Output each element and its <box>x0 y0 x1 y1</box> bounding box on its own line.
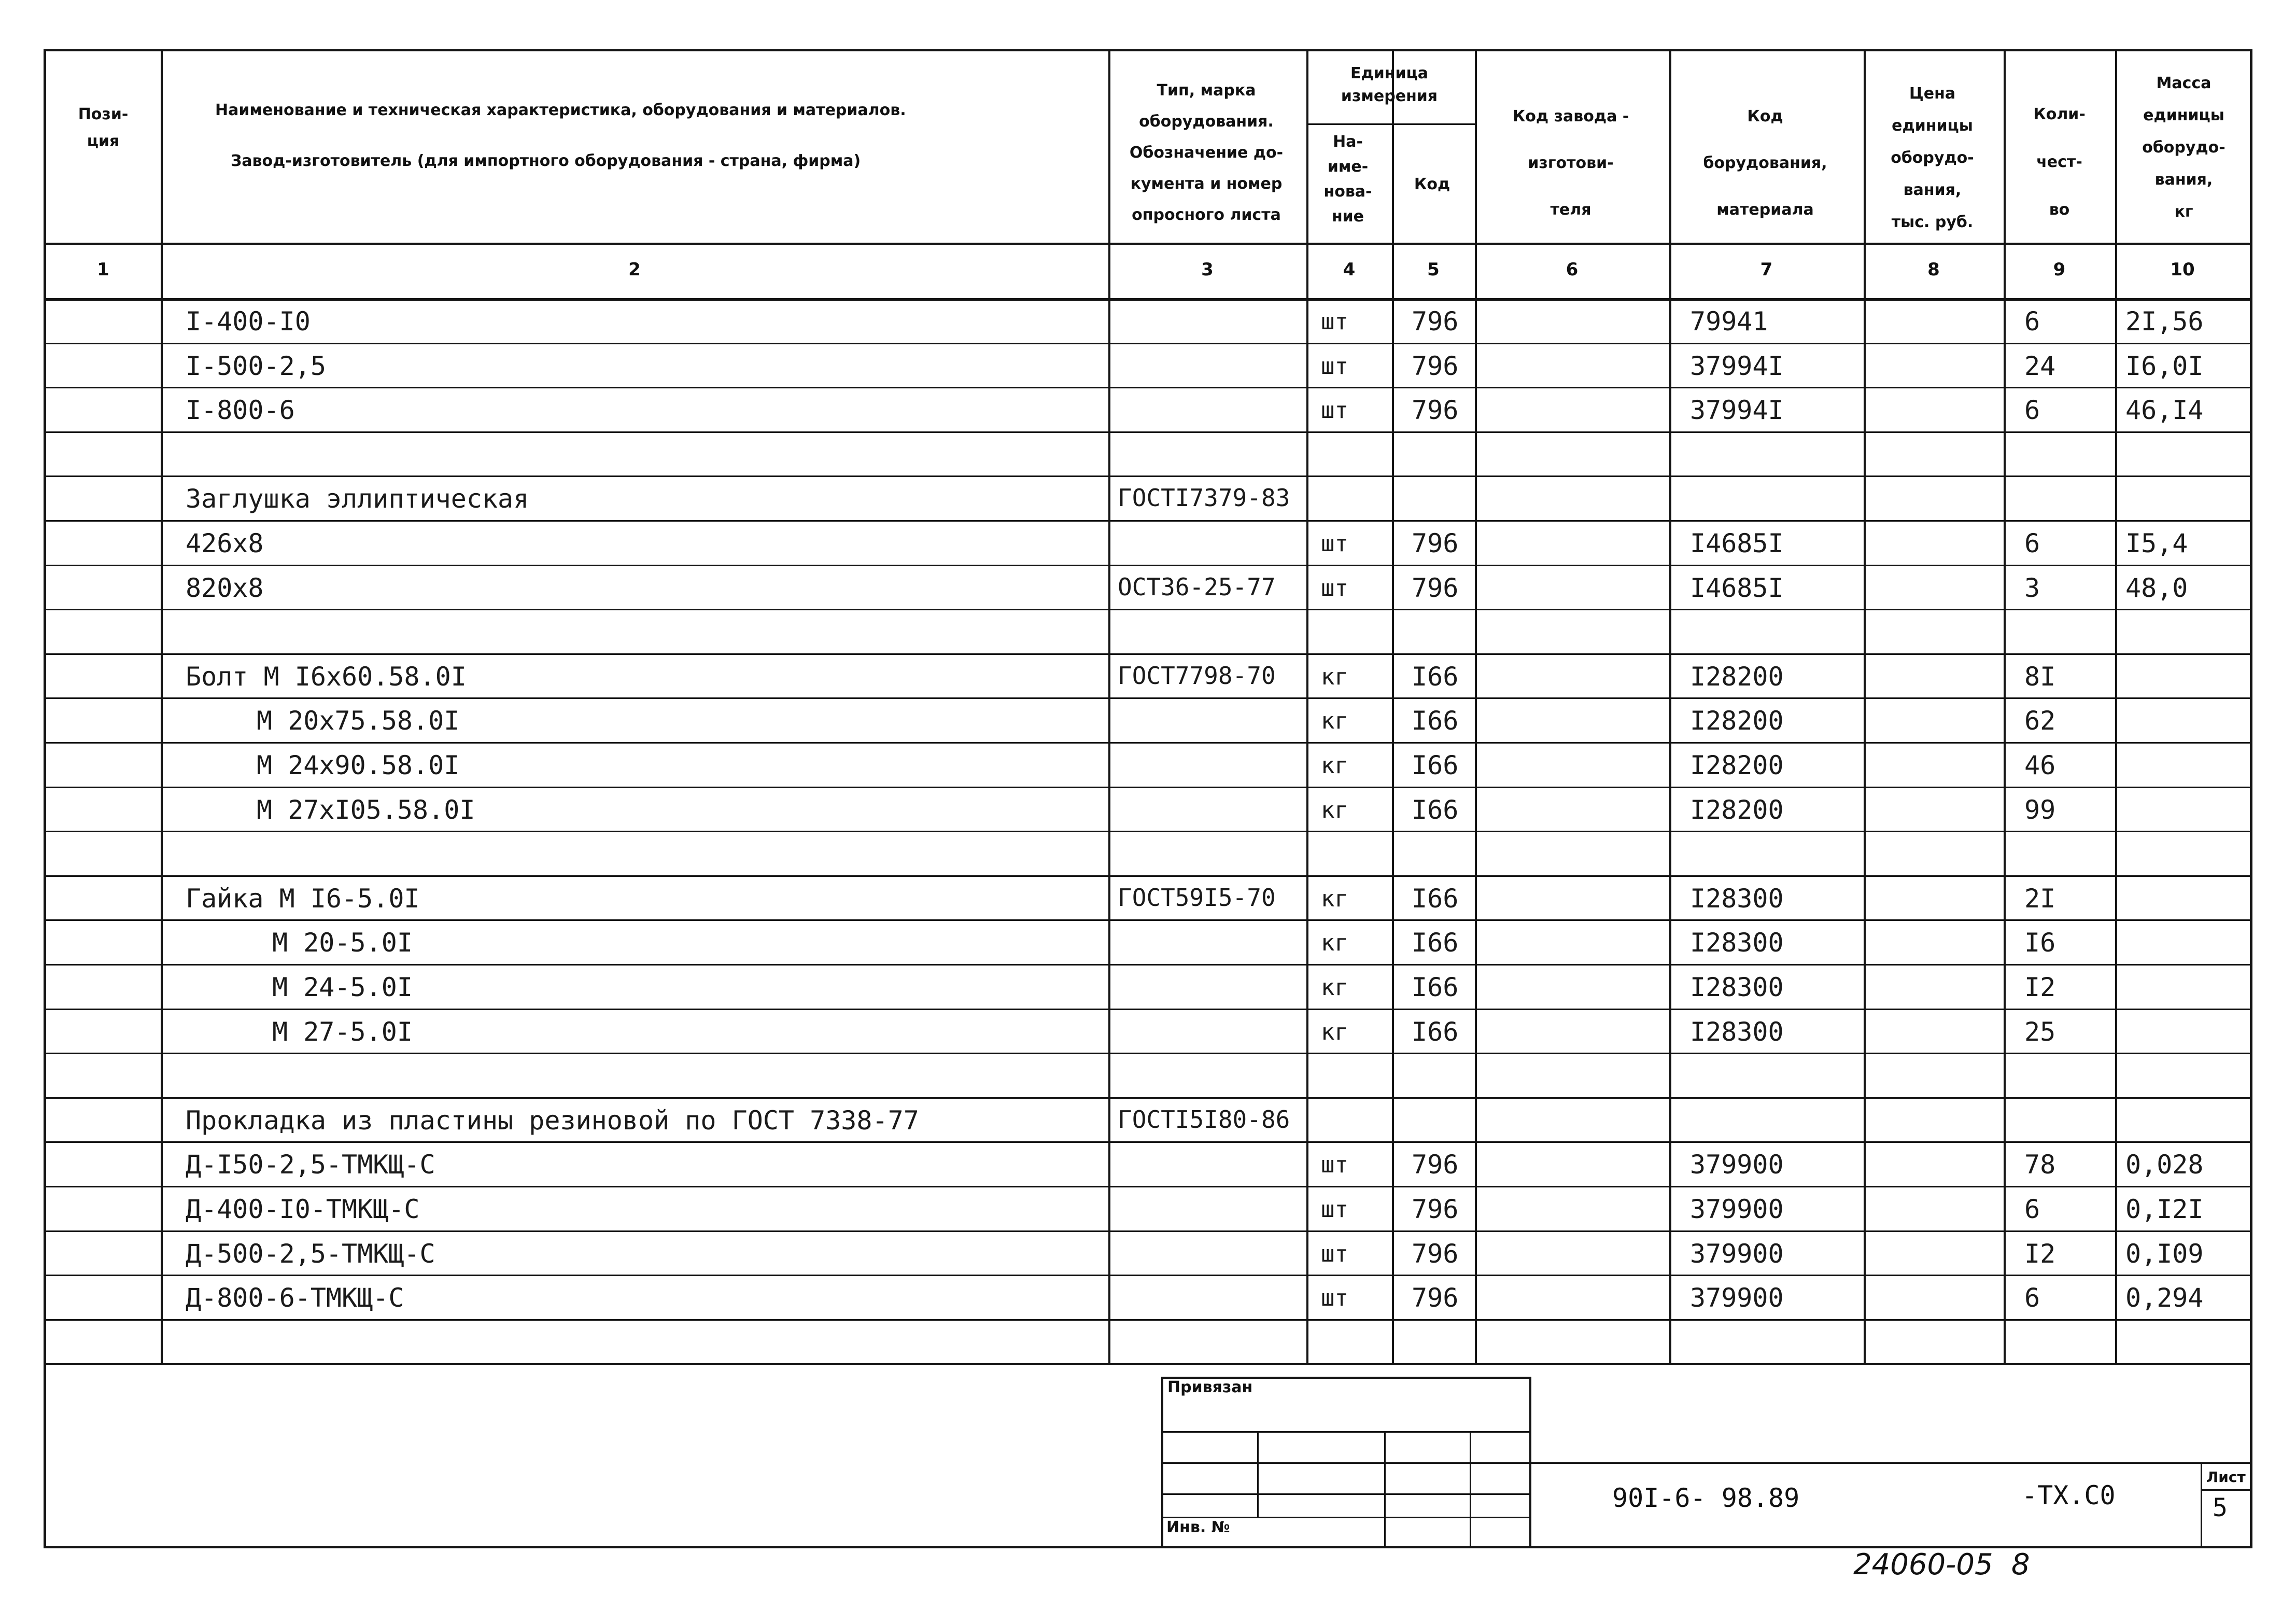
item-mass: 48,0 <box>2125 572 2188 603</box>
item-quantity: 62 <box>2024 706 2056 736</box>
item-name: 426х8 <box>186 528 264 558</box>
document-code: 90I-6- 98.89 <box>1612 1483 1800 1513</box>
item-material-code: 379900 <box>1690 1194 1784 1224</box>
stamp-line <box>1384 1431 1386 1546</box>
item-name: Прокладка из пластины резиновой по ГОСТ 7338-77 <box>186 1105 919 1136</box>
archive-page: 8 <box>2011 1548 2030 1582</box>
header-mass: Масса единицы оборудо- вания, кг <box>2142 74 2225 221</box>
column-line <box>1864 49 1866 1363</box>
item-name: Д-500-2,5-ТМКЩ-С <box>186 1238 435 1269</box>
item-unit: кг <box>1321 796 1348 823</box>
item-name: Гайка М I6-5.0I <box>186 883 420 914</box>
item-material-code: I4685I <box>1690 572 1784 603</box>
column-number: 5 <box>1427 259 1440 280</box>
stamp-line <box>1529 1377 1531 1546</box>
row-line <box>46 1097 2250 1099</box>
column-number: 6 <box>1566 259 1579 280</box>
item-material-code: I4685I <box>1690 528 1784 558</box>
item-material-code: 379900 <box>1690 1238 1784 1269</box>
item-unit-code: 796 <box>1412 1283 1459 1313</box>
stamp-line <box>1161 1493 1529 1495</box>
row-line <box>46 1186 2250 1187</box>
row-line <box>46 343 2250 344</box>
item-unit: кг <box>1321 708 1348 735</box>
item-unit-code: I66 <box>1412 661 1459 692</box>
item-quantity: I2 <box>2024 1238 2056 1269</box>
item-type: ГОСТI5I80-86 <box>1118 1105 1290 1134</box>
item-name: М 24х90.58.0I <box>257 750 460 780</box>
row-line <box>46 697 2250 699</box>
stamp-line <box>1257 1431 1259 1517</box>
item-name: Заглушка эллиптическая <box>186 484 529 514</box>
row-line <box>46 875 2250 877</box>
column-number: 8 <box>1927 259 1940 280</box>
header-bottom-line <box>46 243 2250 245</box>
item-unit: кг <box>1321 974 1348 1001</box>
header-type: Тип, марка оборудования. Обозначение до- кумента и номер опросного листа <box>1129 81 1284 224</box>
row-line <box>46 387 2250 388</box>
document-suffix: -ТХ.С0 <box>2022 1480 2116 1510</box>
row-line <box>46 1053 2250 1054</box>
item-quantity: 6 <box>2024 395 2040 426</box>
item-unit-code: I66 <box>1412 794 1459 825</box>
bound-label: Привязан <box>1167 1378 1253 1396</box>
header-unit-name: На- име- нова- ние <box>1323 133 1372 226</box>
row-line <box>46 831 2250 832</box>
item-name: 820х8 <box>186 572 264 603</box>
header-price: Цена единицы оборудо- вания, тыс. руб. <box>1891 85 1974 231</box>
header-unit-code: Код <box>1414 175 1450 193</box>
row-line <box>46 1275 2250 1276</box>
header-material-code: Код борудования, материала <box>1703 107 1827 219</box>
item-unit-code: I66 <box>1412 972 1459 1002</box>
item-name: М 20-5.0I <box>272 928 413 958</box>
item-quantity: 8I <box>2024 661 2056 692</box>
item-unit-code: I66 <box>1412 928 1459 958</box>
item-material-code: I28300 <box>1690 883 1784 914</box>
frame-right <box>2250 49 2252 1548</box>
item-unit-code: 796 <box>1412 1194 1459 1224</box>
row-line <box>46 1319 2250 1321</box>
inventory-label: Инв. № <box>1166 1518 1230 1536</box>
item-material-code: I28300 <box>1690 1016 1784 1047</box>
item-unit: кг <box>1321 930 1348 957</box>
column-number: 7 <box>1760 259 1773 280</box>
header-unit-group: Единица измерения <box>1341 64 1438 105</box>
item-type: ГОСТ7798-70 <box>1118 661 1276 690</box>
item-name: М 27-5.0I <box>272 1016 413 1047</box>
item-unit: шт <box>1321 1285 1348 1312</box>
header-name-line1: Наименование и техническая характеристика, оборудования и материалов. <box>215 101 906 119</box>
header-plant-code: Код завода - изготови- теля <box>1512 107 1629 219</box>
item-unit: шт <box>1321 397 1348 424</box>
item-unit: шт <box>1321 353 1348 380</box>
item-type: ГОСТI7379-83 <box>1118 484 1290 512</box>
frame-top <box>46 49 2250 51</box>
item-unit-code: I66 <box>1412 1016 1459 1047</box>
row-line <box>46 742 2250 744</box>
item-material-code: I28300 <box>1690 972 1784 1002</box>
column-line <box>1475 49 1477 1363</box>
column-number: 1 <box>97 259 109 280</box>
item-quantity: 99 <box>2024 794 2056 825</box>
item-unit: кг <box>1321 663 1348 690</box>
item-name: Д-I50-2,5-ТМКЩ-С <box>186 1150 435 1180</box>
item-mass: 0,I2I <box>2125 1194 2204 1224</box>
item-unit-code: 796 <box>1412 395 1459 426</box>
item-mass: 0,028 <box>2125 1150 2204 1180</box>
number-row-bottom-line <box>46 298 2250 301</box>
stamp-line <box>1161 1431 1529 1433</box>
item-quantity: 6 <box>2024 1194 2040 1224</box>
item-material-code: I28200 <box>1690 794 1784 825</box>
item-material-code: I28200 <box>1690 750 1784 780</box>
item-unit: шт <box>1321 530 1348 557</box>
row-line <box>46 1009 2250 1010</box>
item-mass: 2I,56 <box>2125 306 2204 337</box>
item-quantity: 78 <box>2024 1150 2056 1180</box>
row-line <box>46 787 2250 788</box>
row-line <box>46 609 2250 610</box>
item-unit: кг <box>1321 885 1348 912</box>
column-number: 9 <box>2053 259 2066 280</box>
row-line <box>46 565 2250 566</box>
item-quantity: 6 <box>2024 306 2040 337</box>
item-unit-code: 796 <box>1412 351 1459 381</box>
item-unit-code: 796 <box>1412 306 1459 337</box>
row-line <box>46 520 2250 522</box>
column-number: 3 <box>1201 259 1214 280</box>
column-number: 10 <box>2170 259 2195 280</box>
item-unit-code: I66 <box>1412 883 1459 914</box>
item-quantity: I2 <box>2024 972 2056 1002</box>
item-unit: шт <box>1321 1240 1348 1267</box>
item-unit-code: 796 <box>1412 1238 1459 1269</box>
row-line <box>46 1230 2250 1232</box>
column-line <box>1306 49 1308 1363</box>
stamp-line <box>1470 1431 1471 1546</box>
item-unit: шт <box>1321 309 1348 335</box>
item-name: Д-400-I0-ТМКЩ-С <box>186 1194 420 1224</box>
item-unit: кг <box>1321 1018 1348 1045</box>
item-mass: I6,0I <box>2125 351 2204 381</box>
item-quantity: 2I <box>2024 883 2056 914</box>
row-line <box>46 919 2250 921</box>
row-line <box>46 653 2250 655</box>
sheet-label: Лист <box>2206 1468 2246 1486</box>
item-quantity: 25 <box>2024 1016 2056 1047</box>
item-quantity: I6 <box>2024 928 2056 958</box>
item-quantity: 6 <box>2024 528 2040 558</box>
item-quantity: 3 <box>2024 572 2040 603</box>
item-quantity: 6 <box>2024 1283 2040 1313</box>
item-material-code: I28200 <box>1690 661 1784 692</box>
item-unit-code: I66 <box>1412 706 1459 736</box>
row-line <box>46 431 2250 433</box>
item-quantity: 24 <box>2024 351 2056 381</box>
item-unit-code: 796 <box>1412 572 1459 603</box>
stamp-line <box>2201 1489 2250 1491</box>
item-name: I-500-2,5 <box>186 351 326 381</box>
item-type: ОСТ36-25-77 <box>1118 572 1276 601</box>
column-line <box>161 49 163 1363</box>
stamp-line <box>2201 1462 2202 1546</box>
row-line <box>46 1141 2250 1143</box>
item-material-code: I28200 <box>1690 706 1784 736</box>
header-position: Пози- ция <box>78 105 129 150</box>
item-material-code: 379900 <box>1690 1283 1784 1313</box>
header-quantity: Коли- чест- во <box>2033 105 2086 219</box>
item-name: I-400-I0 <box>186 306 311 337</box>
item-material-code: I28300 <box>1690 928 1784 958</box>
item-unit: шт <box>1321 575 1348 601</box>
item-unit: шт <box>1321 1152 1348 1179</box>
item-mass: I5,4 <box>2125 528 2188 558</box>
archive-number: 24060-05 <box>1853 1548 1993 1582</box>
item-mass: 0,I09 <box>2125 1238 2204 1269</box>
item-name: М 27хI05.58.0I <box>257 794 475 825</box>
item-name: Болт М I6х60.58.0I <box>186 661 467 692</box>
item-name: М 20х75.58.0I <box>257 706 460 736</box>
item-type: ГОСТ59I5-70 <box>1118 883 1276 912</box>
row-line <box>46 964 2250 966</box>
column-line <box>1108 49 1110 1363</box>
row-line <box>46 1363 2250 1365</box>
stamp-line <box>1161 1462 2250 1464</box>
sheet-number: 5 <box>2213 1493 2228 1522</box>
column-number: 4 <box>1343 259 1356 280</box>
item-unit: кг <box>1321 752 1348 779</box>
item-mass: 0,294 <box>2125 1283 2204 1313</box>
item-unit-code: 796 <box>1412 528 1459 558</box>
header-name-line2: Завод-изготовитель (для импортного оборудования - страна, фирма) <box>231 152 861 170</box>
item-name: Д-800-6-ТМКЩ-С <box>186 1283 404 1313</box>
item-material-code: 79941 <box>1690 306 1768 337</box>
item-material-code: 379900 <box>1690 1150 1784 1180</box>
row-line <box>46 475 2250 477</box>
item-material-code: 37994I <box>1690 395 1784 426</box>
item-unit: шт <box>1321 1196 1348 1223</box>
item-quantity: 46 <box>2024 750 2056 780</box>
item-unit-code: 796 <box>1412 1150 1459 1180</box>
item-name: I-800-6 <box>186 395 295 426</box>
stamp-line <box>1161 1377 1163 1546</box>
column-line <box>1669 49 1671 1363</box>
item-name: М 24-5.0I <box>272 972 413 1002</box>
unit-group-line <box>1306 123 1475 125</box>
item-unit-code: I66 <box>1412 750 1459 780</box>
column-line <box>2004 49 2006 1363</box>
item-material-code: 37994I <box>1690 351 1784 381</box>
item-mass: 46,I4 <box>2125 395 2204 426</box>
column-line <box>1392 49 1394 1363</box>
column-number: 2 <box>628 259 641 280</box>
column-line <box>2115 49 2117 1363</box>
